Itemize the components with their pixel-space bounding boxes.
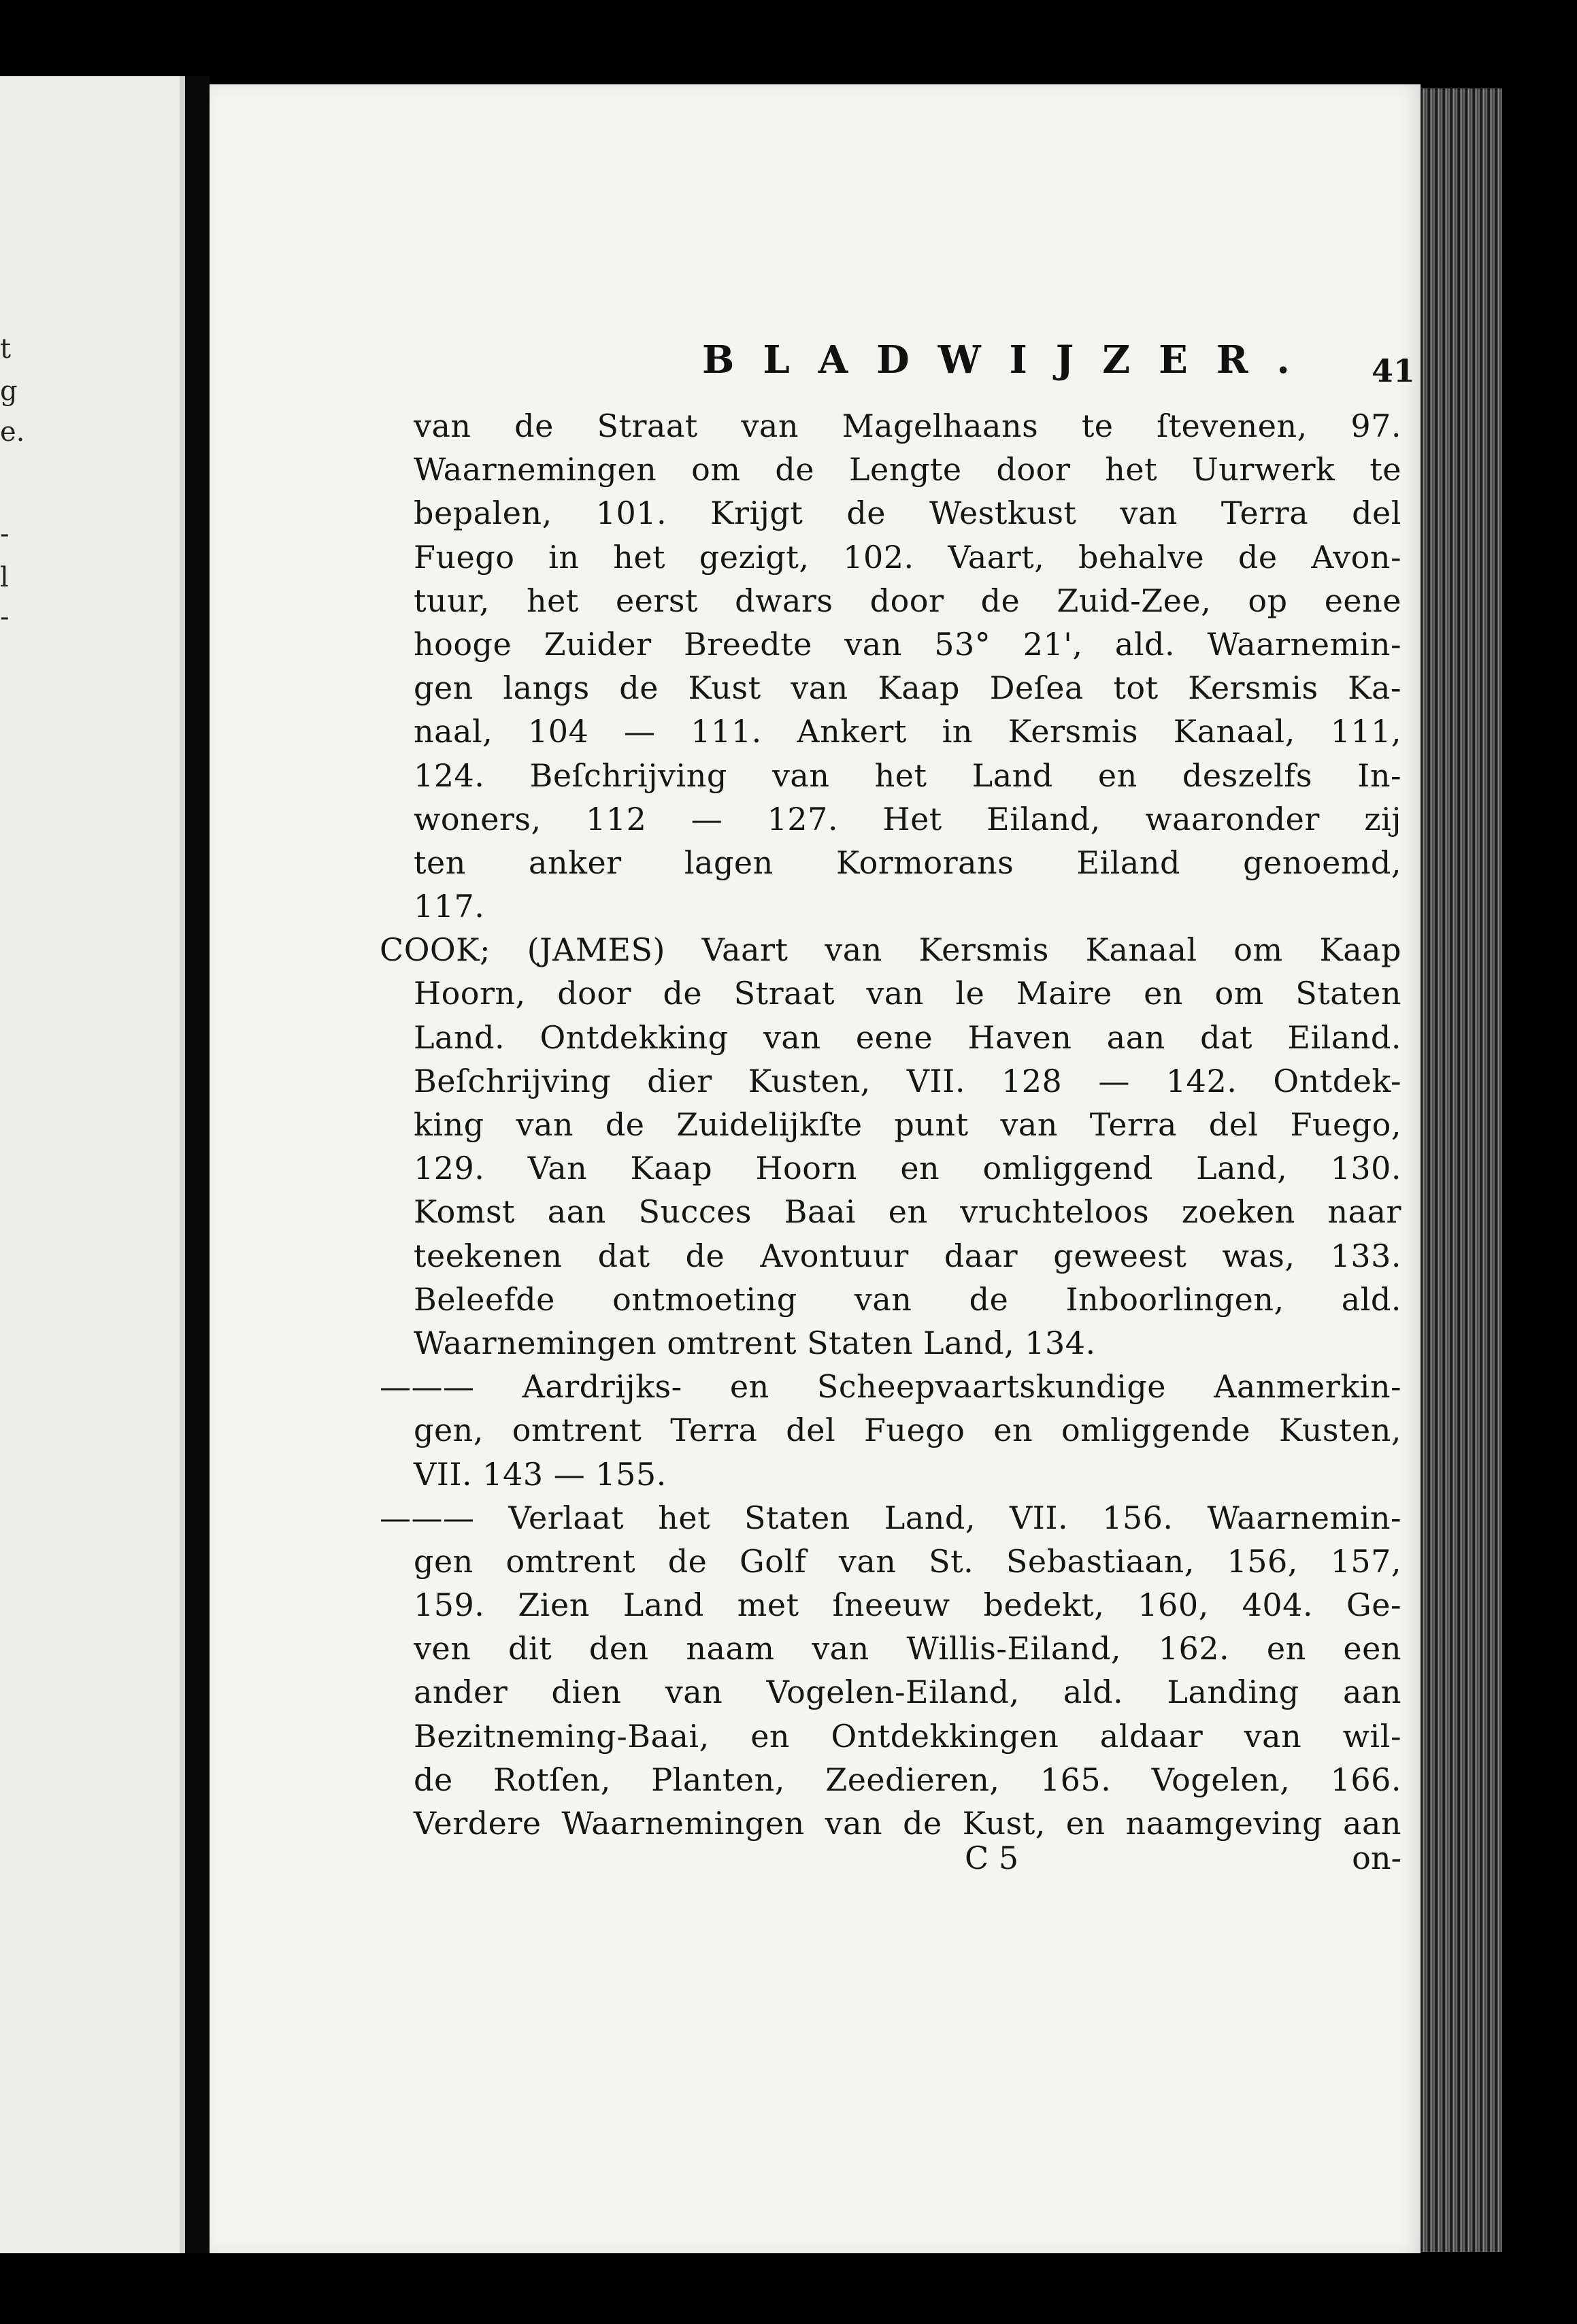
text-line: Bezitneming-Baai, en Ontdekkingen aldaar van wil- [414, 1717, 1401, 1755]
facing-page-fragment: t [0, 333, 12, 365]
text-line: VII. 143 — 155. [414, 1455, 667, 1493]
text-line: woners, 112 — 127. Het Eiland, waaronder zij [414, 800, 1401, 837]
facing-page-fragment: e. [0, 416, 25, 448]
facing-page-shadow [180, 76, 185, 2253]
sub-entry-line: ——— Aardrijks- en Scheepvaartskundige Aanmerkin- [380, 1368, 1401, 1406]
text-line: teekenen dat de Avontuur daar geweest was, 133. [414, 1237, 1401, 1274]
text-line: Waarnemingen om de Lengte door het Uurwerk te [414, 451, 1401, 488]
text-line: Komst aan Succes Baai en vruchteloos zoeken naar [414, 1193, 1401, 1231]
text-line: naal, 104 — 111. Ankert in Kersmis Kanaal, 111, [414, 713, 1401, 750]
text-line: Beſchrijving dier Kusten, VII. 128 — 142. Ontdek- [414, 1062, 1401, 1099]
page-number: 41 [1372, 352, 1416, 389]
scan-border-right [1502, 0, 1577, 2324]
text-line: Hoorn, door de Straat van le Maire en om Staten [414, 975, 1401, 1012]
text-line: 159. Zien Land met ſneeuw bedekt, 160, 404. Ge- [414, 1587, 1401, 1624]
running-title: BLADWIJZER. [702, 337, 1318, 382]
text-line: Land. Ontdekking van eene Haven aan dat Eiland. [414, 1018, 1401, 1056]
text-line: bepalen, 101. Krijgt de Westkust van Terra del [414, 495, 1401, 532]
index-entry-heading-line: COOK; (JAMES) Vaart van Kersmis Kanaal om Kaap [380, 931, 1401, 969]
index-text-block [380, 404, 1401, 1845]
text-line: 124. Beſchrijving van het Land en deszelfs In- [414, 757, 1401, 794]
scan-border-top [0, 0, 1577, 76]
text-line: gen omtrent de Golf van St. Sebastiaan, 156, 157, [414, 1542, 1401, 1580]
facing-page-fragment: - [0, 601, 10, 633]
text-line: gen, omtrent Terra del Fuego en omliggende Kusten, [414, 1412, 1401, 1449]
text-line: 117. [414, 888, 485, 925]
text-line: Verdere Waarnemingen van de Kust, en naamgeving aan [414, 1805, 1401, 1842]
text-line: tuur, het eerst dwars door de Zuid-Zee, op eene [414, 582, 1401, 619]
text-line: gen langs de Kust van Kaap Deſea tot Kersmis Ka- [414, 669, 1401, 707]
facing-page-edge [0, 76, 185, 2253]
sub-entry-line: ——— Verlaat het Staten Land, VII. 156. Waarnemin- [380, 1499, 1401, 1536]
catchword: on- [1352, 1840, 1401, 1876]
page-footer [414, 1840, 1401, 1883]
text-line: hooge Zuider Breedte van 53° 21', ald. Waarnemin- [414, 625, 1401, 663]
text-line: Fuego in het gezigt, 102. Vaart, behalve de Avon- [414, 538, 1401, 576]
text-line: ander dien van Vogelen-Eiland, ald. Landing aan [414, 1674, 1401, 1711]
text-line: Beleefde ontmoeting van de Inboorlingen, ald. [414, 1280, 1401, 1318]
text-line: 129. Van Kaap Hoorn en omliggend Land, 130. [414, 1150, 1401, 1187]
book-gutter [185, 76, 210, 2253]
text-line: ten anker lagen Kormorans Eiland genoemd, [414, 844, 1401, 881]
facing-page-fragment: - [0, 518, 10, 550]
text-line: king van de Zuidelijkſte punt van Terra del Fuego, [414, 1106, 1401, 1143]
text-line: van de Straat van Magelhaans te ſtevenen, 97. [414, 408, 1401, 444]
page-stack-edges [1421, 88, 1502, 2252]
text-line: de Rotſen, Planten, Zeedieren, 165. Vogelen, 166. [414, 1761, 1401, 1798]
scan-border-bottom [0, 2253, 1577, 2324]
text-line: ven dit den naam van Willis-Eiland, 162. en een [414, 1630, 1401, 1667]
text-line: Waarnemingen omtrent Staten Land, 134. [414, 1324, 1096, 1361]
facing-page-fragment: g [0, 376, 18, 407]
signature-mark: C 5 [965, 1840, 1019, 1876]
book-page [210, 84, 1421, 2255]
facing-page-fragment: l [0, 562, 9, 593]
